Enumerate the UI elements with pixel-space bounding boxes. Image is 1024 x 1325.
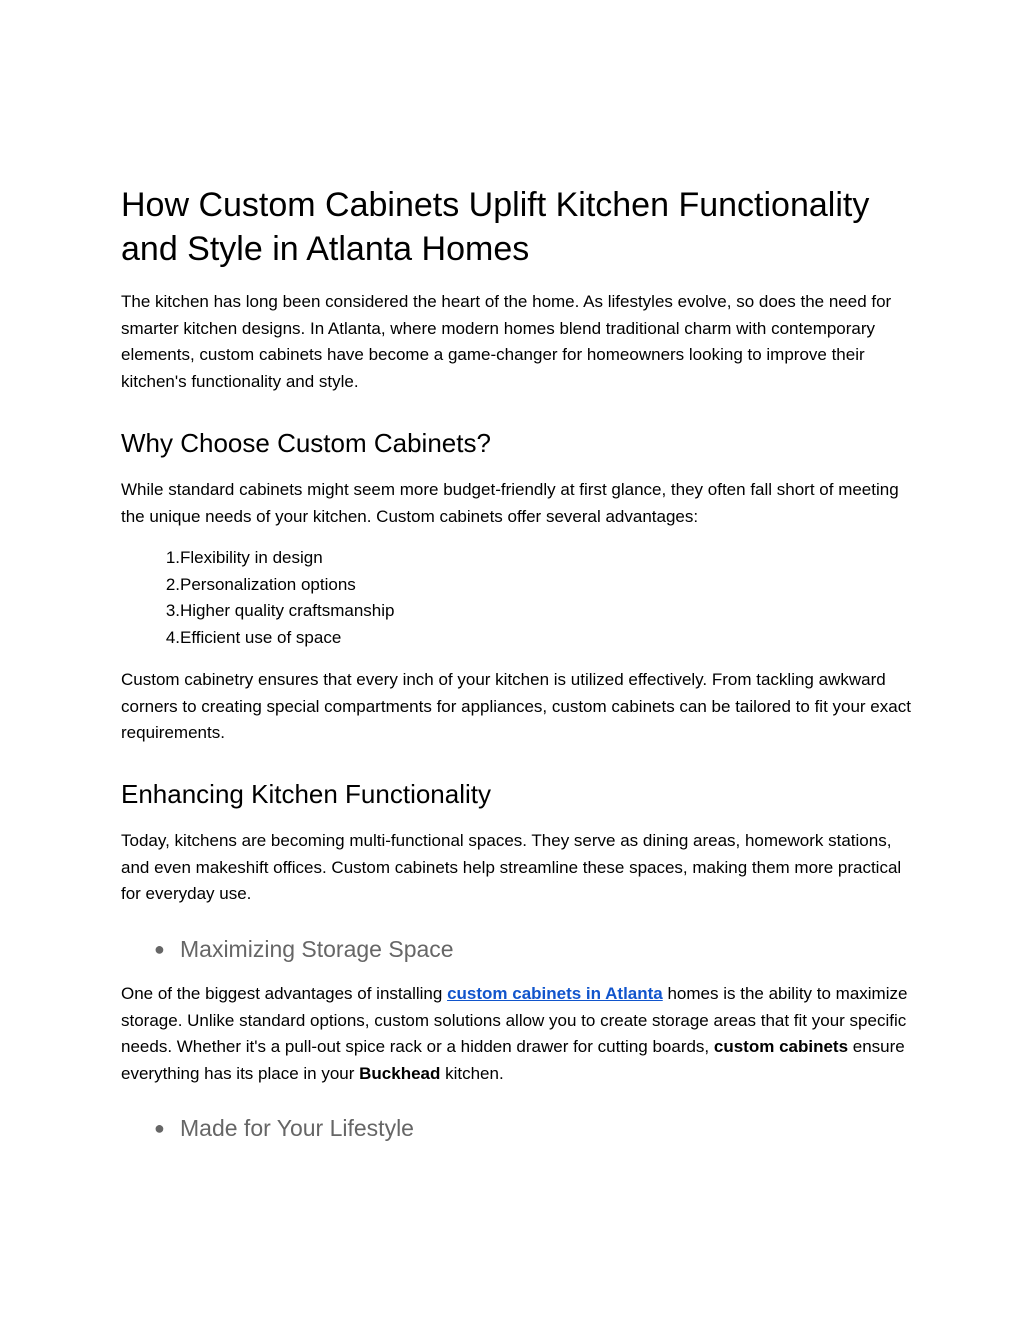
why-choose-paragraph: While standard cabinets might seem more budget-friendly at first glance, they often fall short of meeting the unique needs of your kitchen. Custom cabinets offer several advantages:	[121, 480, 899, 526]
bullet-icon: ●	[154, 938, 165, 959]
list-number: 4.	[165, 628, 180, 648]
subheading-storage	[154, 934, 454, 964]
functionality-paragraph: Today, kitchens are becoming multi-functional spaces. They serve as dining areas, homework stations, and even makeshift offices. Custom cabinets help streamline these spaces, making them more practical for everyday use.	[121, 831, 902, 904]
storage-paragraph	[121, 981, 911, 1088]
subheading-lifestyle-text: Made for Your Lifestyle	[180, 1115, 414, 1141]
storage-text-2: homes is the ability to maximize storage. Unlike standard options, custom solutions allow you to create storage areas that fit your specific needs. Whether it's a pull-out spice rack or a hidden drawer for cutting boards,	[121, 984, 908, 1057]
storage-text-3: ensure everything has its place in your	[121, 1037, 905, 1084]
list-item-text: Personalization options	[180, 574, 356, 594]
list-item-text: Higher quality craftsmanship	[180, 601, 395, 621]
list-item-text: Flexibility in design	[180, 548, 323, 567]
bullet-icon: ●	[154, 1117, 165, 1138]
subheading-storage-text: Maximizing Storage Space	[180, 936, 454, 962]
advantages-list	[121, 545, 394, 652]
list-item	[121, 598, 394, 625]
intro-paragraph: The kitchen has long been considered the heart of the home. As lifestyles evolve, so does the need for smarter kitchen designs. In Atlanta, where modern homes blend traditional charm with contemporary elements, custom cabinets have become a game-changer for homeowners looking to improve their kitchen's functionality and style.	[121, 292, 892, 392]
list-item	[121, 545, 394, 572]
list-number: 3.	[165, 601, 180, 621]
bold-custom-cabinets: custom cabinets	[713, 1037, 849, 1057]
page-title: How Custom Cabinets Uplift Kitchen Functionality and Style in Atlanta Homes	[121, 186, 870, 268]
storage-text-4: kitchen.	[440, 1064, 504, 1084]
cabinetry-paragraph: Custom cabinetry ensures that every inch of your kitchen is utilized effectively. From tackling awkward corners to creating special compartments for appliances, custom cabinets can be tailored to fit your exact requirements.	[121, 670, 911, 743]
list-number: 1.	[165, 548, 180, 567]
subheading-lifestyle	[154, 1113, 414, 1143]
list-item-text: Efficient use of space	[180, 628, 342, 648]
list-item	[121, 572, 394, 599]
list-number: 2.	[165, 574, 180, 594]
bold-buckhead: Buckhead	[359, 1064, 441, 1084]
list-item	[121, 625, 394, 652]
storage-text-1: One of the biggest advantages of installing	[121, 984, 448, 1003]
custom-cabinets-atlanta-link[interactable]: custom cabinets in Atlanta	[447, 984, 663, 1003]
section-heading-why-choose: Why Choose Custom Cabinets?	[121, 428, 491, 458]
section-heading-functionality: Enhancing Kitchen Functionality	[121, 779, 492, 809]
